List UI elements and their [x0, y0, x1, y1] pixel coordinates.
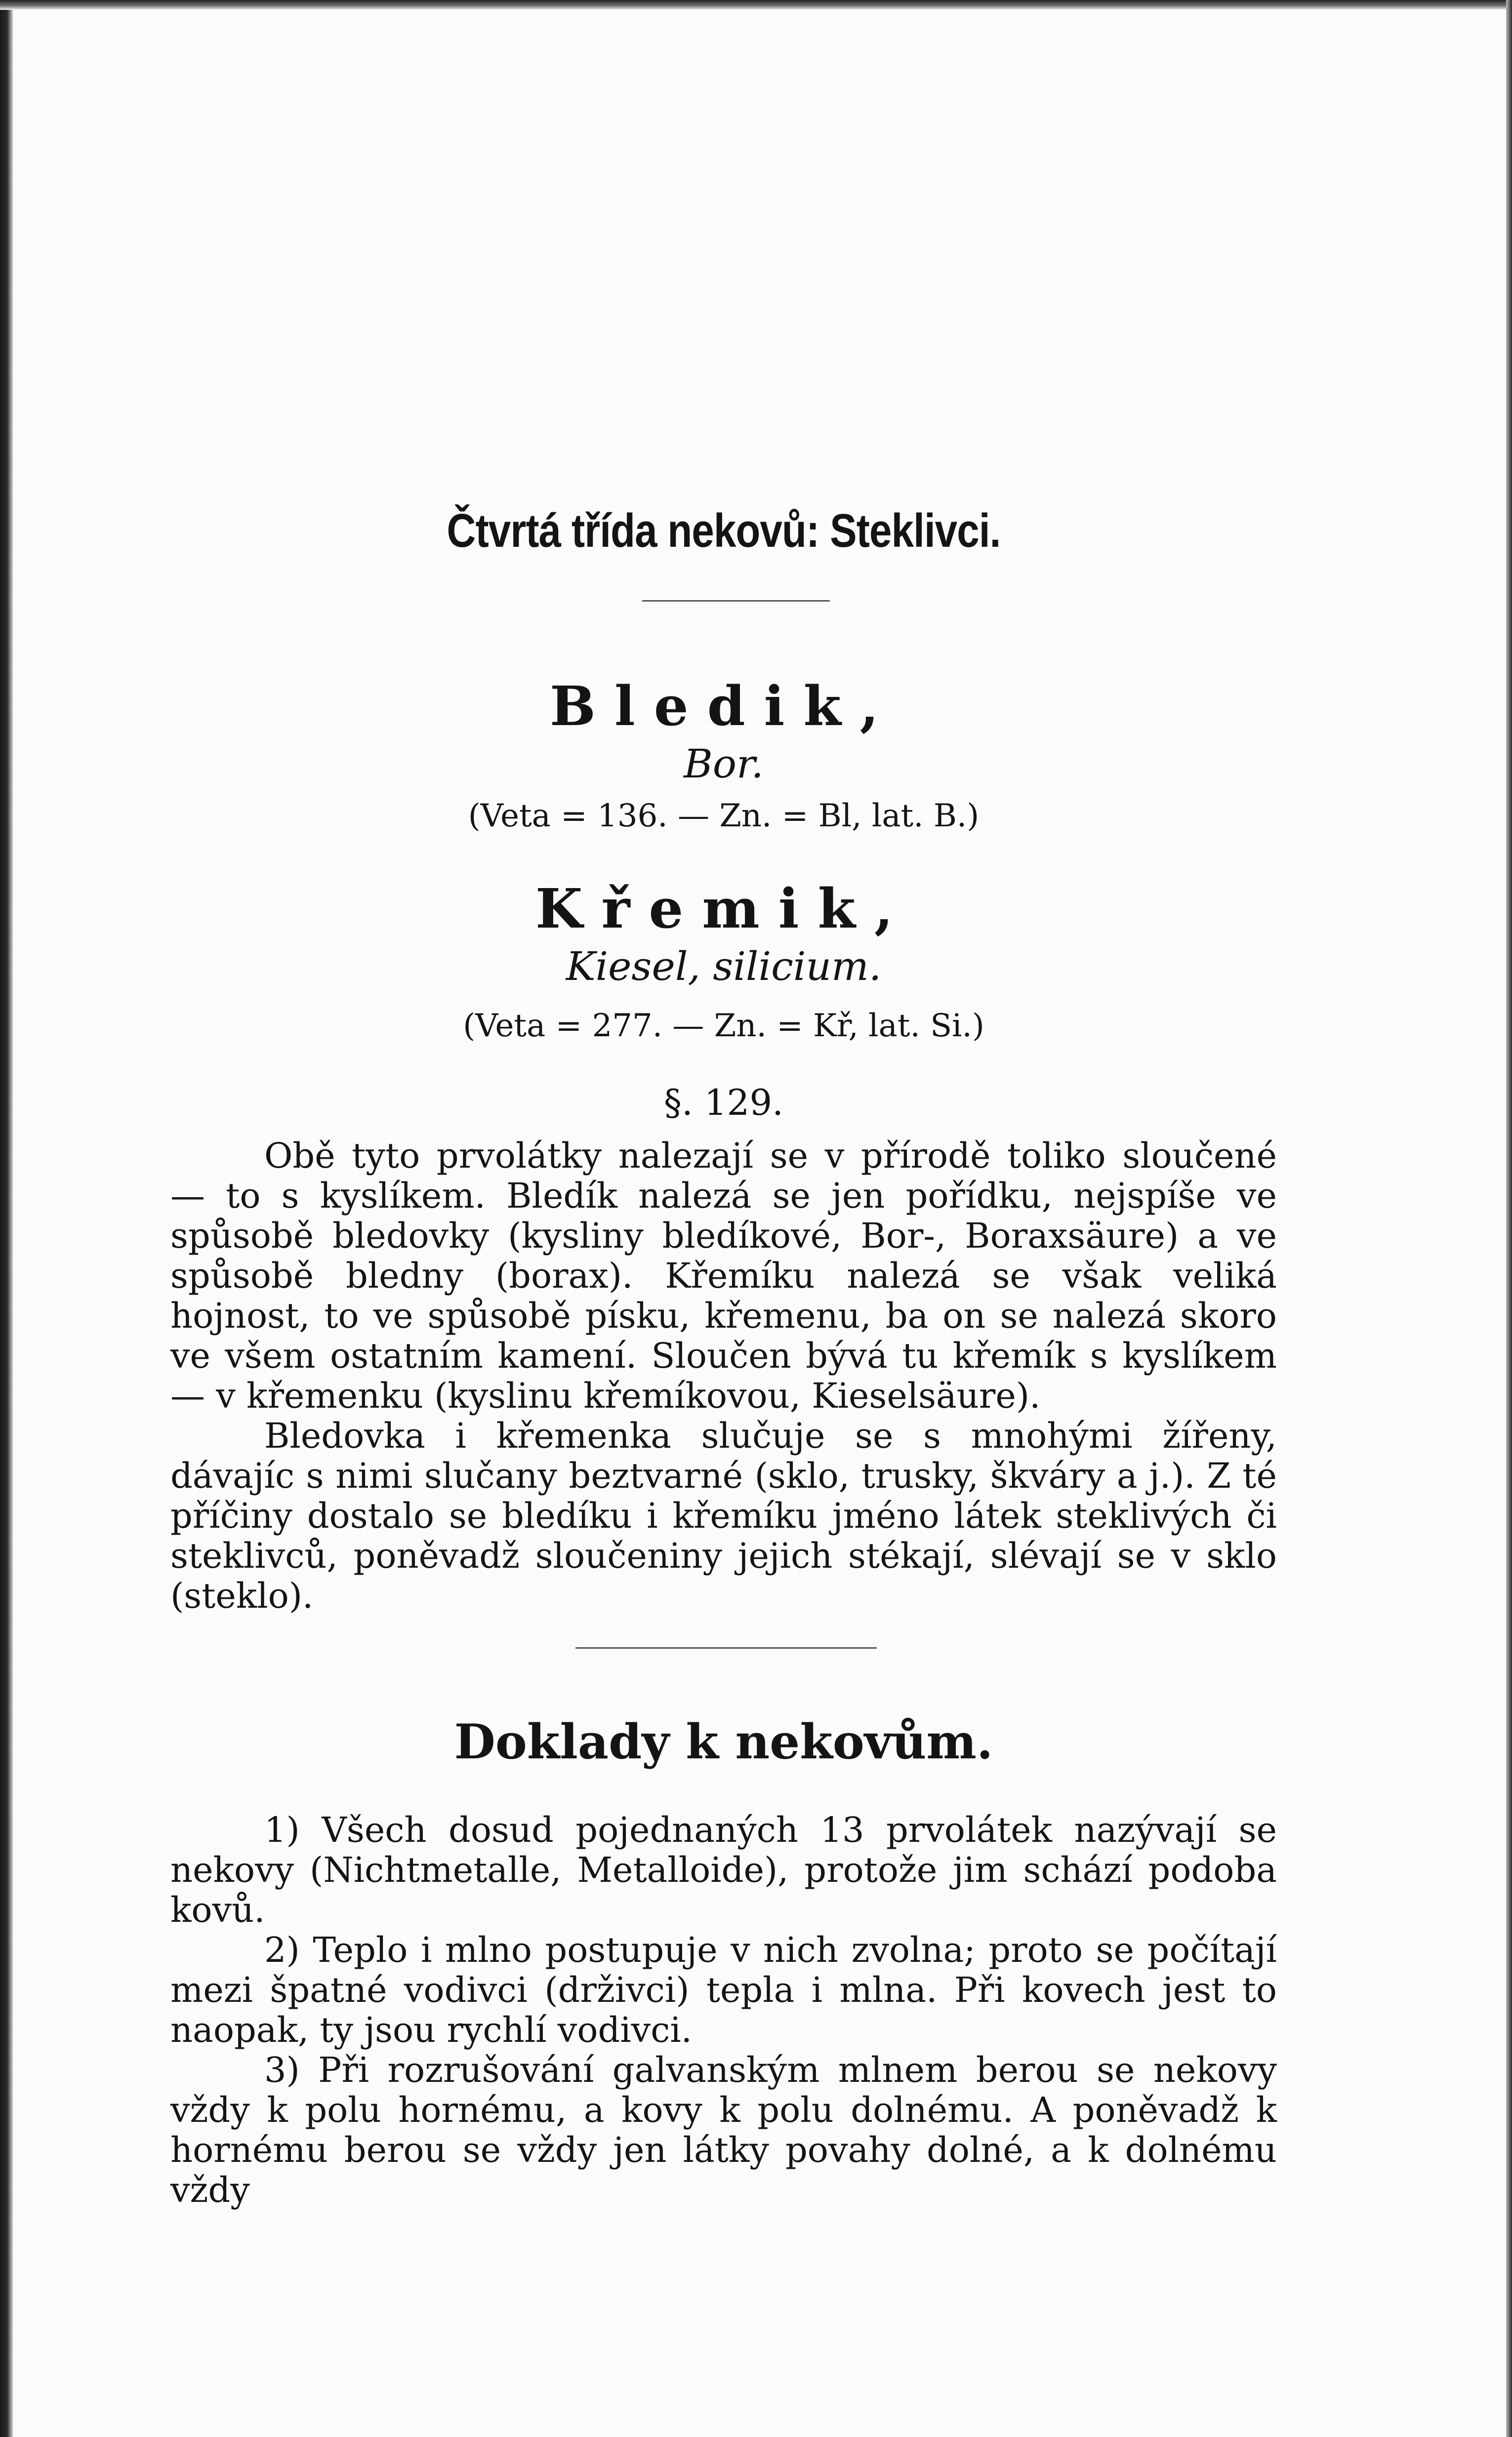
note-3: 3) Při rozrušování galvanským mlnem berou se nekovy vždy k polu hornému, a kovy k polu dolnému. A poněvadž k hornému berou se vždy jen látky povahy dolné, a k dolnému vždy	[170, 2050, 1277, 2210]
page-scan-edge-top	[0, 0, 1512, 10]
paragraph-2: Bledovka i křemenka slučuje se s mnohými žířeny, dávajíc s nimi slučany beztvarné (sklo, trusky, škváry a j.). Z té příčiny dostalo se bledíku i křemíku jméno látek steklivých či steklivců, poněvadž sloučeniny jejich stékají, slévají se v sklo (steklo).	[170, 1416, 1277, 1616]
element-meta-kremik: (Veta = 277. — Zn. = Kř, lat. Si.)	[463, 1008, 984, 1044]
section-rule	[575, 1647, 877, 1649]
element-name-bledik: Bledik,	[550, 674, 898, 738]
body-text	[170, 1136, 1277, 1616]
paragraph-1: Obě tyto prvolátky nalezají se v přírodě toliko sloučené — to s kyslíkem. Bledík nalezá se jen pořídku, nejspíše ve spůsobě bledovky (kysliny bledíkové, Bor-, Boraxsäure) a ve spůsobě bledny (borax). Křemíku nalezá se však veliká hojnost, to ve spůsobě písku, křemenu, ba on se nalezá skoro ve všem ostatním kamení. Sloučen bývá tu křemík s kyslíkem — v křemenku (kyslinu křemíkovou, Kieselsäure).	[170, 1136, 1277, 1416]
element-latin-bledik: Bor.	[684, 741, 764, 787]
page-scan-edge-left	[0, 0, 13, 2437]
note-2: 2) Teplo i mlno postupuje v nich zvolna; proto se počítají mezi špatné vodivci (drživci) tepla i mlna. Při kovech jest to naopak, ty jsou rychlí vodivci.	[170, 1930, 1277, 2050]
element-meta-bledik: (Veta = 136. — Zn. = Bl, lat. B.)	[468, 798, 980, 834]
element-latin-kremik: Kiesel, silicium.	[566, 943, 882, 989]
chapter-heading: Čtvrtá třída nekovů: Steklivci.	[447, 504, 1001, 557]
element-name-kremik: Křemik,	[535, 877, 912, 940]
section-number: §. 129.	[663, 1082, 784, 1123]
note-1: 1) Všech dosud pojednaných 13 prvolátek nazývají se nekovy (Nichtmetalle, Metalloide), protože jim schází podoba kovů.	[170, 1810, 1277, 1930]
heading-rule	[642, 600, 830, 602]
notes-text	[170, 1810, 1277, 2210]
section-title: Doklady k nekovům.	[454, 1714, 993, 1770]
page-scan-edge-right	[1506, 0, 1512, 2437]
